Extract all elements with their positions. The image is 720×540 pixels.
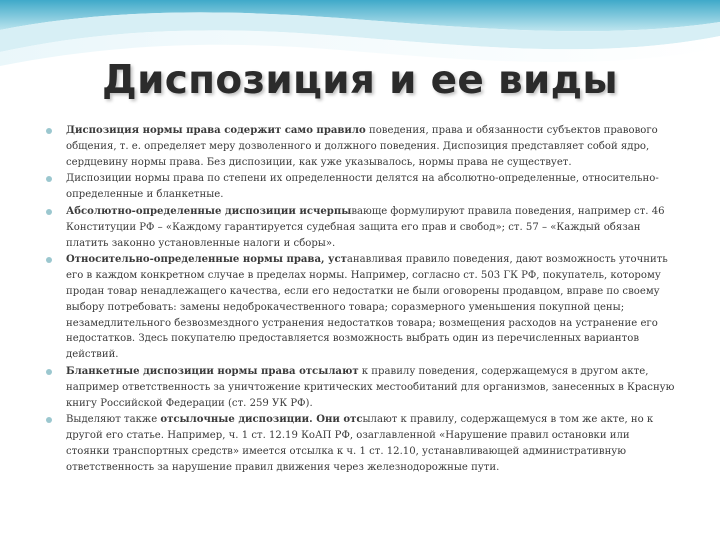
bullet-text: к правилу поведения, содержащемуся в другом акте, например ответственность за уничтожение критических местообитаний для организмов, занесенных в Красную книгу Российской Федерации (ст. 259 УК РФ). bbox=[66, 365, 675, 409]
slide-title: Диспозиция и ее виды bbox=[102, 58, 618, 103]
bullet-dot-icon bbox=[46, 176, 52, 182]
bullet-item bbox=[46, 171, 676, 203]
bullet-list bbox=[46, 123, 676, 477]
bullet-dot-icon bbox=[46, 128, 52, 134]
bullet-text: Выделяют также bbox=[66, 414, 161, 426]
bullet-item bbox=[46, 364, 676, 411]
bullet-text-bold: отсылочные диспозиции. Они отс bbox=[160, 414, 363, 426]
bullet-dot-icon bbox=[46, 417, 52, 423]
bullet-text: анавливая правило поведения, дают возможность уточнить его в каждом конкретном случае в пределах нормы. Например, согласно ст. 503 ГК РФ, покупатель, которому продан товар ненадлежащего качества, если его недостатки не были оговорены продавцом, вправе по своему выбору потребовать: замены недоброкачественного товара; соразмерного уменьшения покупной цены; незамедлительного безвозмездного устранения недостатков товара; возмещения расходов на устранение его недостатков. Здесь покупателю предоставляется возможность выбрать один из перечисленных вариантов действий. bbox=[66, 254, 668, 361]
bullet-text-bold: Диспозиция нормы права содержит само правило bbox=[66, 125, 366, 136]
bullet-text: Диспозиции нормы права по степени их определенности делятся на абсолютно-определенные, относительно-определенные и бланкетные. bbox=[66, 173, 659, 201]
bullet-dot-icon bbox=[46, 257, 52, 263]
bullet-dot-icon bbox=[46, 369, 52, 375]
bullet-item bbox=[46, 204, 676, 251]
bullet-text: поведения, права и обязанности субъектов правового общения, т. е. определяет меру дозволенного и должного поведения. Диспозиция представляет собой ядро, сердцевину нормы права. Без диспозиции, как уже указывалось, нормы права не существует. bbox=[66, 125, 658, 168]
bullet-text-bold: Абсолютно-определенные диспозиции исчерпы bbox=[66, 205, 352, 217]
bullet-item bbox=[46, 412, 676, 475]
bullet-text: вающе формулируют правила поведения, например ст. 46 Конституции РФ – «Каждому гарантируется судебная защита его прав и свобод»; ст. 57 – «Каждый обязан платить законно установленные налоги и сборы». bbox=[66, 205, 665, 249]
bullet-text-bold: Бланкетные диспозиции нормы права отсылают bbox=[66, 365, 359, 377]
bullet-item bbox=[46, 123, 676, 170]
bullet-text-bold: Относительно-определенные нормы права, уст bbox=[66, 254, 347, 266]
bullet-item bbox=[46, 252, 676, 363]
bullet-dot-icon bbox=[46, 209, 52, 215]
bullet-text: ылают к правилу, содержащемуся в том же акте, но к другой его статье. Например, ч. 1 ст. 12.19 КоАП РФ, озаглавленной «Нарушение правил остановки или стоянки транспортных средств» имеется отсылка к ч. 1 ст. 12.10, устанавливающей административную ответственность за нарушение правил движения через железнодорожные пути. bbox=[66, 414, 654, 473]
